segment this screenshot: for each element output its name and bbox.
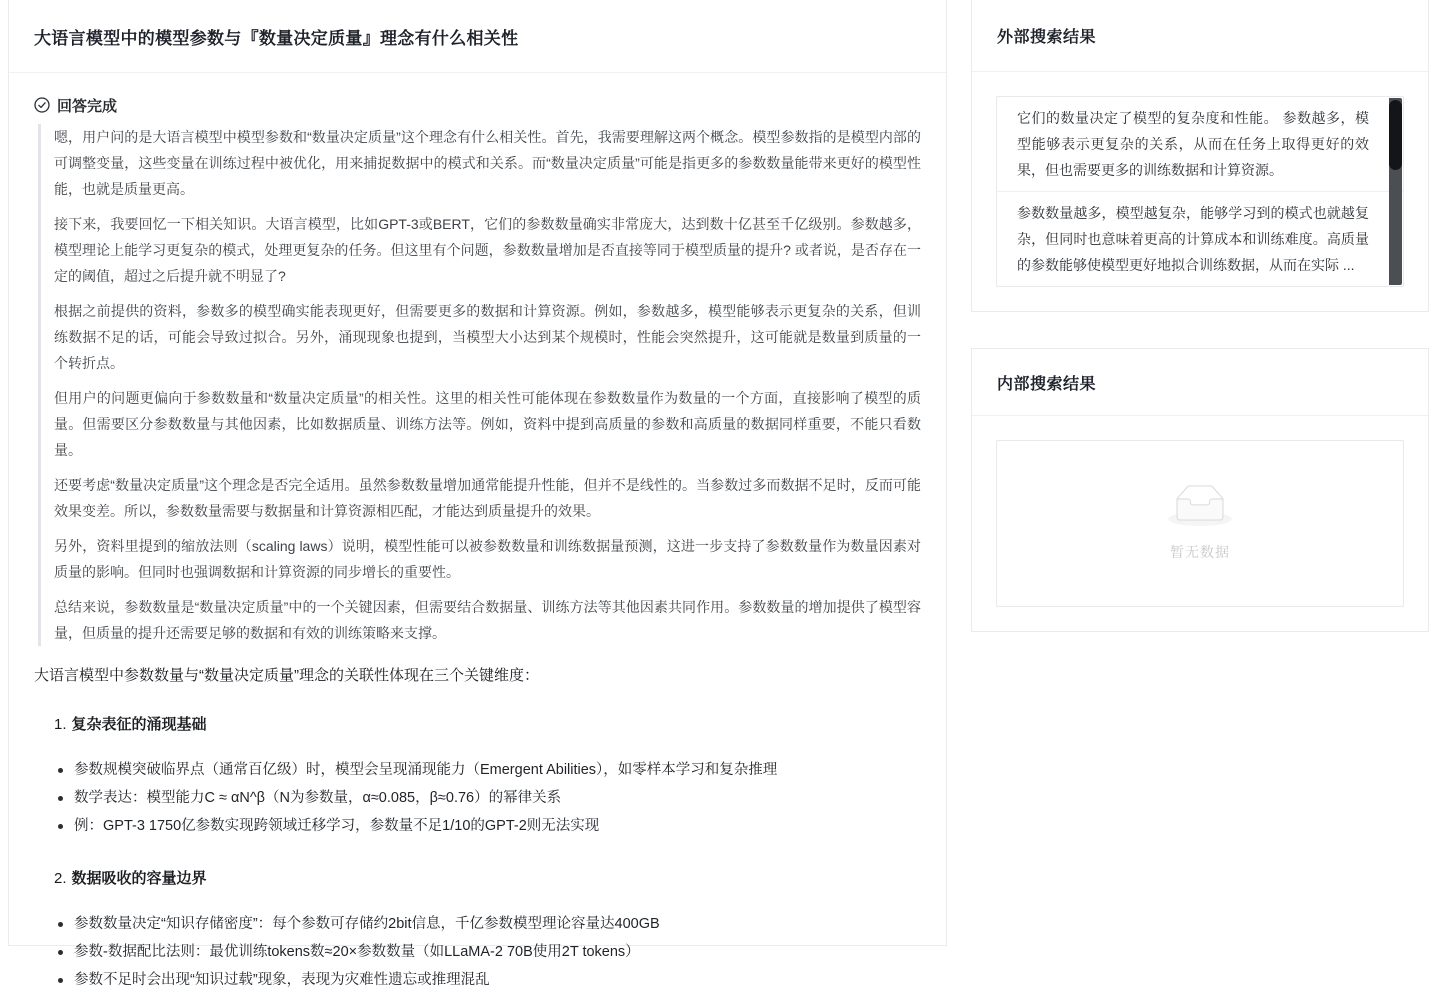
bullet-item: 参数-数据配比法则：最优训练tokens数≈20×参数数量（如LLaMA-2 70B使用2T tokens） [58,938,921,966]
empty-text: 暂无数据 [1170,543,1230,560]
section-heading [54,868,921,890]
bullet-item: 例：GPT-3 1750亿参数实现跨领域迁移学习，参数量不足1/10的GPT-2则无法实现 [58,812,921,840]
internal-results-panel [971,348,1429,632]
external-results-body [972,72,1428,311]
answer-status-toggle[interactable] [34,95,921,115]
question-header [9,0,946,73]
thinking-paragraph: 还要考虑“数量决定质量”这个理念是否完全适用。虽然参数数量增加通常能提升性能，但并不是线性的。当参数过多而数据不足时，反而可能效果变差。所以，参数数量需要与数据量和计算资源相匹配，才能达到质量提升的效果。 [54,477,921,519]
answer-body [9,73,946,994]
answer-section-1 [34,714,921,840]
answer-status-label: 回答完成 [57,97,118,115]
section-title: 复杂表征的涌现基础 [71,716,207,733]
search-result-item[interactable]: 它们的数量决定了模型的复杂度和性能。 参数越多，模型能够表示更复杂的关系，从而在任务上取得更好的效果，但也需要更多的训练数据和计算资源。 [1017,110,1369,178]
thinking-paragraph: 嗯，用户问的是大语言模型中模型参数和“数量决定质量”这个理念有什么相关性。首先，我需要理解这两个概念。模型参数指的是模型内部的可调整变量，这些变量在训练过程中被优化，用来捕捉数据中的模式和关系。而“数量决定质量”可能是指更多的参数数量能带来更好的模型性能，也就是质量更高。 [54,129,921,197]
question-title: 大语言模型中的模型参数与『数量决定质量』理念有什么相关性 [34,28,519,48]
external-results-card [996,96,1404,287]
section-heading [54,714,921,736]
section-title: 数据吸收的容量边界 [71,870,207,887]
thinking-block [38,124,921,646]
scrollbar-thumb[interactable] [1389,100,1402,170]
scrollbar-track[interactable] [1389,98,1402,285]
bullet-item: 数学表达：模型能力C ≈ αN^β（N为参数量，α≈0.085，β≈0.76）的幂律关系 [58,784,921,812]
search-result-item[interactable]: 参数数量越多，模型越复杂，能够学习到的模式也就越复杂，但同时也意味着更高的计算成本和训练难度。高质量的参数能够使模型更好地拟合训练数据，从而在实际 ... [997,191,1403,286]
thinking-paragraph: 但用户的问题更偏向于参数数量和“数量决定质量”的相关性。这里的相关性可能体现在参数数量作为数量的一个方面，直接影响了模型的质量。但需要区分参数数量与其他因素，比如数据质量、训练方法等。例如，资料中提到高质量的参数和高质量的数据同样重要，不能只看数量。 [54,390,921,458]
thinking-paragraph: 根据之前提供的资料，参数多的模型确实能表现更好，但需要更多的数据和计算资源。例如，参数越多，模型能够表示更复杂的关系，但训练数据不足的话，可能会导致过拟合。另外，涌现现象也提到，当模型大小达到某个规模时，性能会突然提升，这可能就是数量到质量的一个转折点。 [54,303,921,371]
bullet-list [58,910,921,994]
section-number: 2. [54,870,67,887]
empty-box-icon [1168,486,1232,532]
answer-intro: 大语言模型中参数数量与“数量决定质量”理念的关联性体现在三个关键维度： [34,667,539,684]
bullet-item: 参数不足时会出现“知识过载”现象，表现为灾难性遗忘或推理混乱 [58,966,921,994]
internal-results-card [996,440,1404,607]
bullet-list [58,756,921,840]
bullet-item: 参数规模突破临界点（通常百亿级）时，模型会呈现涌现能力（Emergent Abilities），如零样本学习和复杂推理 [58,756,921,784]
section-number: 1. [54,716,67,733]
answer-section-2 [34,868,921,994]
external-results-title: 外部搜索结果 [997,29,1097,46]
thinking-paragraph: 接下来，我要回忆一下相关知识。大语言模型，比如GPT-3或BERT，它们的参数数量确实非常庞大，达到数十亿甚至千亿级别。参数越多，模型理论上能学习更复杂的模式，处理更复杂的任务。但这里有个问题，参数数量增加是否直接等同于模型质量的提升? 或者说，是否存在一定的阈值，超过之后提升就不明显了? [54,216,921,284]
answer-panel [8,0,947,988]
bullet-item: 参数数量决定“知识存储密度”：每个参数可存储约2bit信息，千亿参数模型理论容量达400GB [58,910,921,938]
thinking-paragraph: 总结来说，参数数量是“数量决定质量”中的一个关键因素，但需要结合数据量、训练方法等其他因素共同作用。参数数量的增加提供了模型容量，但质量的提升还需要足够的数据和有效的训练策略来支撑。 [54,599,921,641]
check-circle-icon [34,97,50,113]
thinking-paragraph: 另外，资料里提到的缩放法则（scaling laws）说明，模型性能可以被参数数量和训练数据量预测，这进一步支持了参数数量作为数量因素对质量的影响。但同时也强调数据和计算资源的同步增长的重要性。 [54,538,921,580]
internal-results-header [972,349,1428,416]
external-results-header [972,0,1428,72]
internal-results-title: 内部搜索结果 [997,375,1097,393]
external-results-panel [971,0,1429,312]
internal-results-body [972,416,1428,631]
